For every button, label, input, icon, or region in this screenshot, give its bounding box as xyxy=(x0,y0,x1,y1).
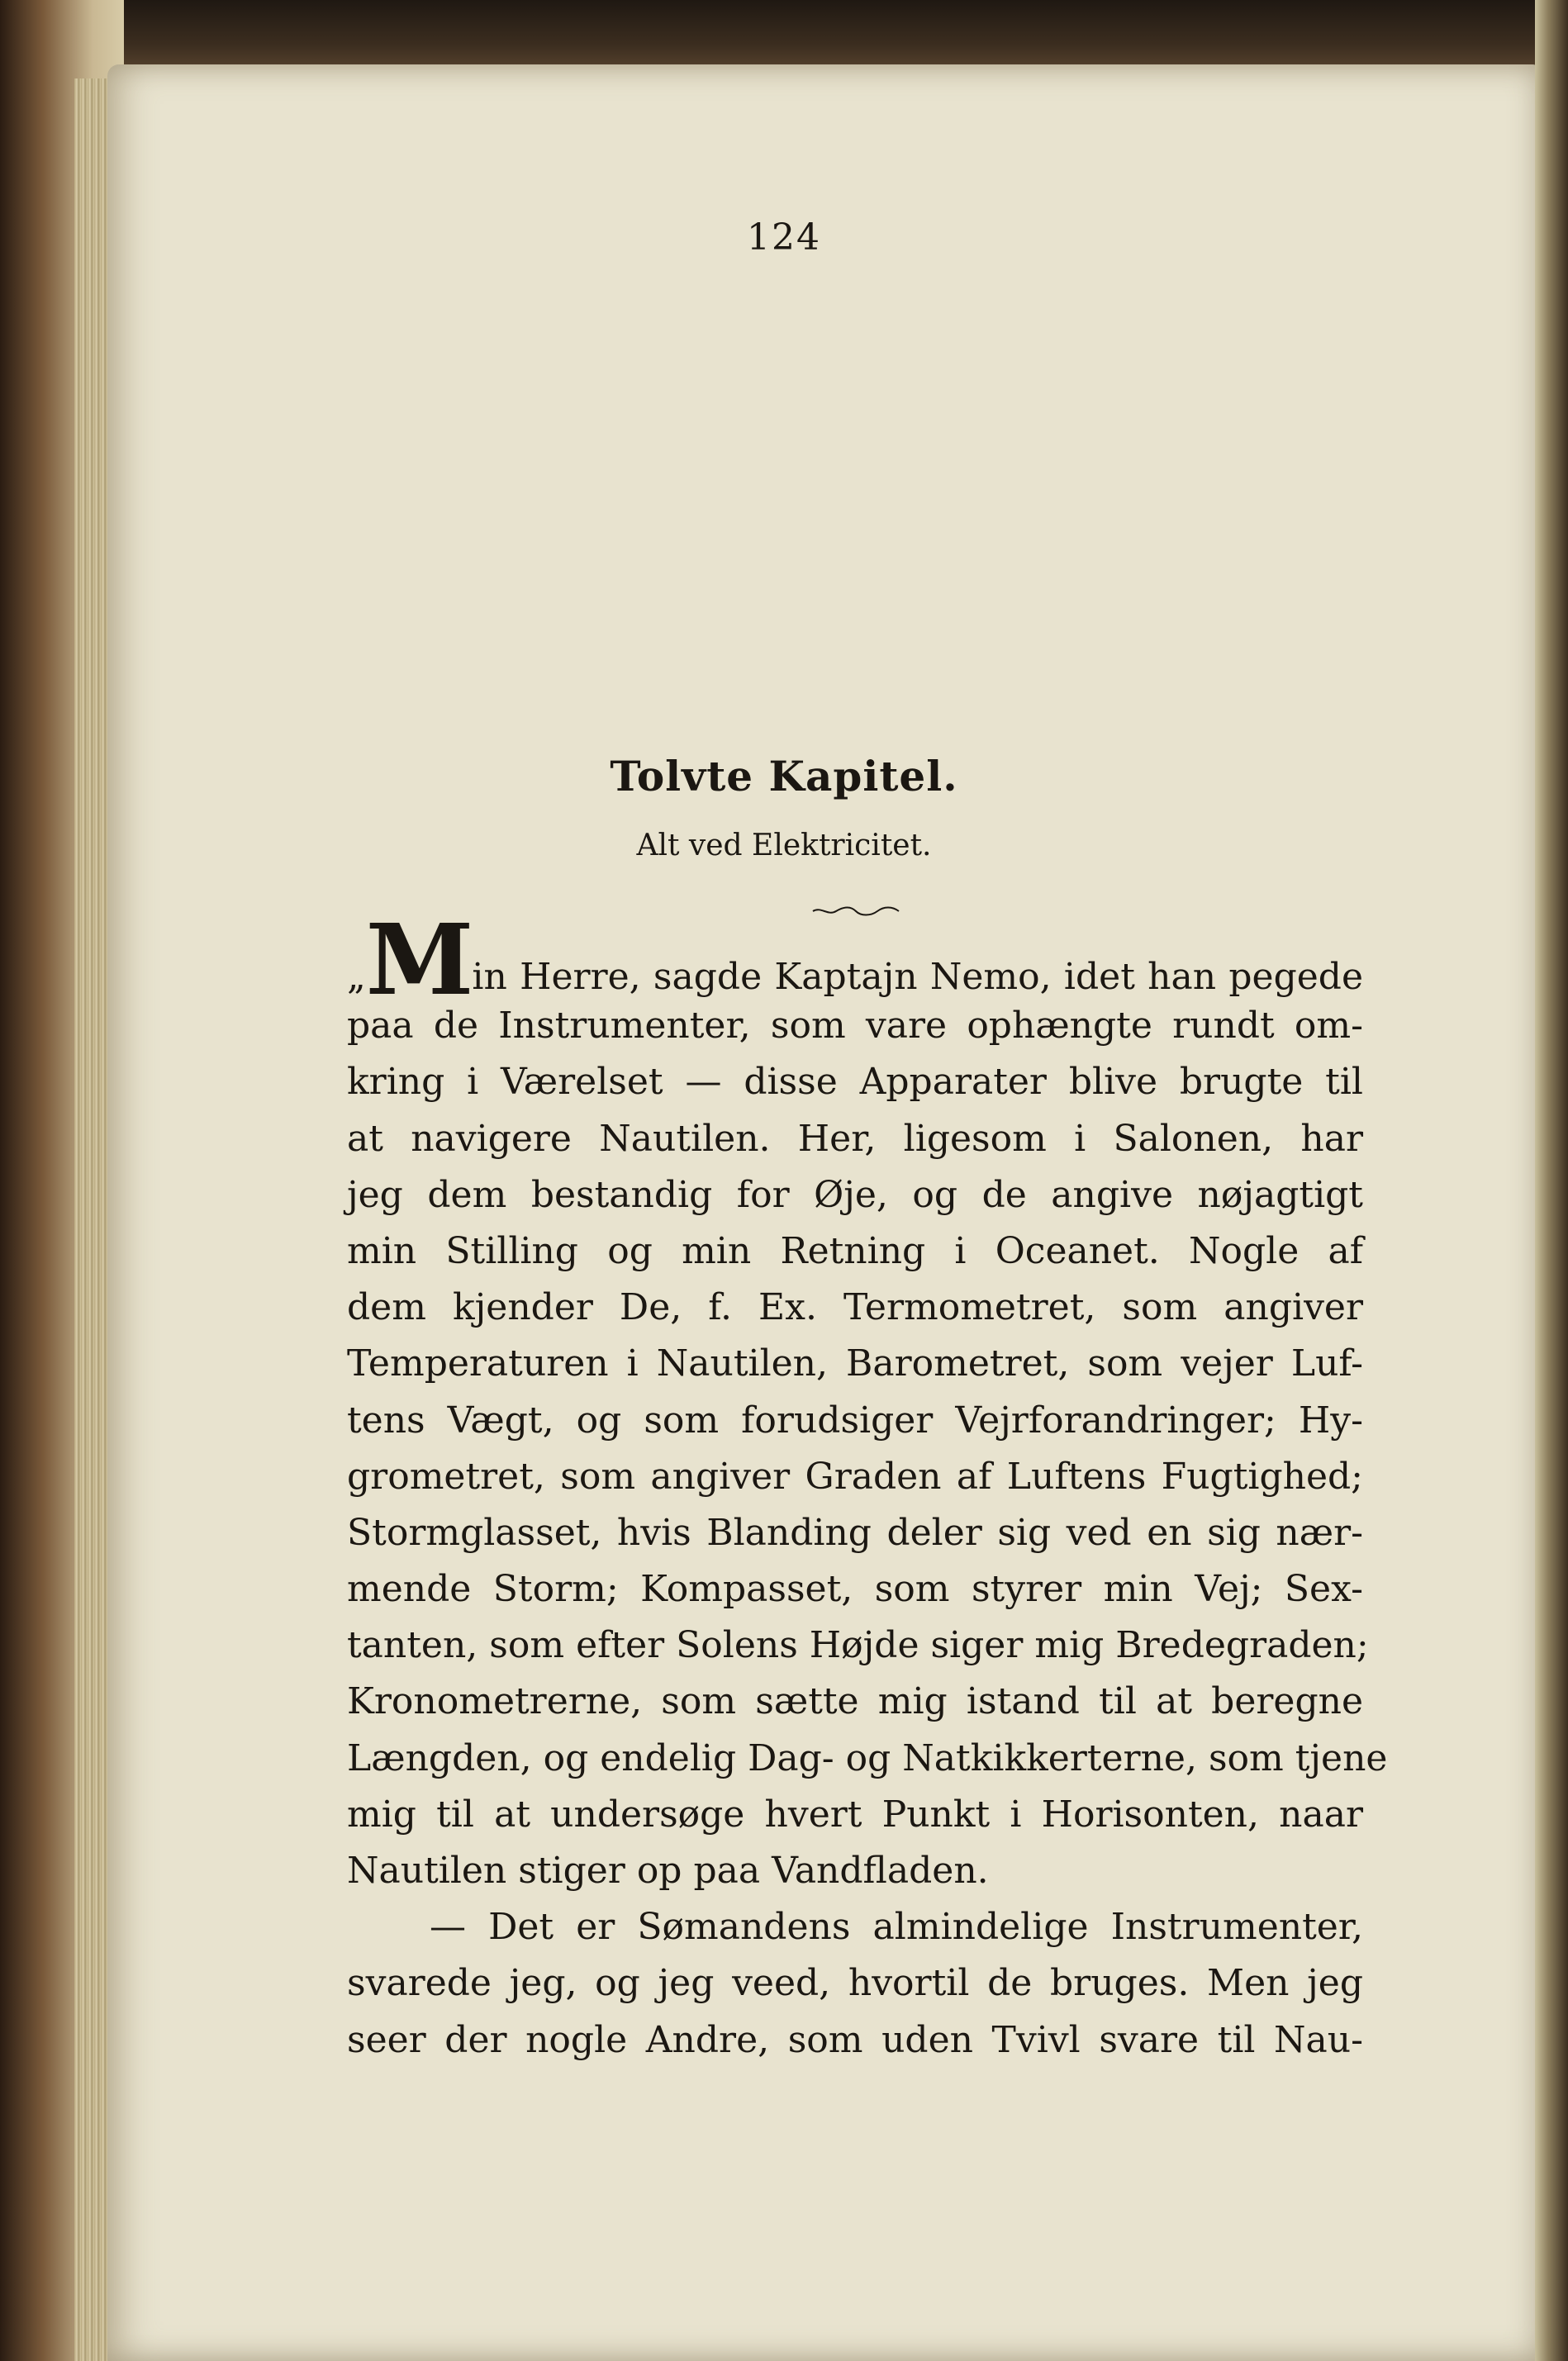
ornament-divider xyxy=(811,905,900,918)
text-line-17: Nautilen stiger op paa Vandfladen. xyxy=(347,1850,989,1892)
text-line-15: Længden, og endelig Dag- og Natkikkerterne, som tjene xyxy=(347,1736,1388,1779)
text-line-11: Stormglasset, hvis Blanding deler sig ved en sig nær- xyxy=(347,1511,1363,1554)
text-line-18: — Det er Sømandens almindelige Instrumenter, xyxy=(430,1906,1363,1949)
text-line-1 xyxy=(347,902,1363,1017)
text-line-12: mende Storm; Kompasset, som styrer min Vej; Sex- xyxy=(347,1568,1363,1611)
drop-cap: M xyxy=(365,902,473,1017)
text-line-8: Temperaturen i Nautilen, Barometret, som vejer Luf- xyxy=(347,1342,1363,1385)
text-line-6: min Stilling og min Retning i Oceanet. Nogle af xyxy=(347,1229,1363,1272)
book-right-edge xyxy=(1535,0,1568,2361)
text-line-10: grometret, som angiver Graden af Luftens Fugtighed; xyxy=(347,1455,1363,1498)
line-text: in Herre, sagde Kaptajn Nemo, idet han pegede xyxy=(472,956,1363,998)
text-line-4: at navigere Nautilen. Her, ligesom i Salonen, har xyxy=(347,1117,1363,1160)
text-line-2: paa de Instrumenter, som vare ophængte rundt om- xyxy=(347,1005,1363,1047)
book-top-edge xyxy=(0,0,1568,74)
text-line-19: svarede jeg, og jeg veed, hvortil de bruges. Men jeg xyxy=(347,1962,1363,2005)
opening-quote: „ xyxy=(347,956,366,998)
text-line-3: kring i Værelset — disse Apparater blive brugte til xyxy=(347,1061,1363,1104)
chapter-subtitle: Alt ved Elektricitet. xyxy=(636,829,932,862)
body-text xyxy=(347,902,1388,2069)
show-through-text xyxy=(363,322,1404,785)
text-line-14: Kronometrerne, som sætte mig istand til at beregne xyxy=(347,1680,1363,1723)
text-line-13: tanten, som efter Solens Højde siger mig Bredegraden; xyxy=(347,1624,1369,1667)
text-line-20: seer der nogle Andre, som uden Tvivl svare til Nau- xyxy=(347,2018,1363,2061)
text-line-16: mig til at undersøge hvert Punkt i Horisonten, naar xyxy=(347,1793,1363,1836)
chapter-title: Tolvte Kapitel. xyxy=(610,752,958,800)
page-number: 124 xyxy=(747,216,821,259)
text-line-5: jeg dem bestandig for Øje, og de angive nøjagtigt xyxy=(347,1173,1363,1216)
text-line-7: dem kjender De, f. Ex. Termometret, som angiver xyxy=(347,1286,1363,1329)
text-line-9: tens Vægt, og som forudsiger Vejrforandringer; Hy- xyxy=(347,1399,1363,1442)
